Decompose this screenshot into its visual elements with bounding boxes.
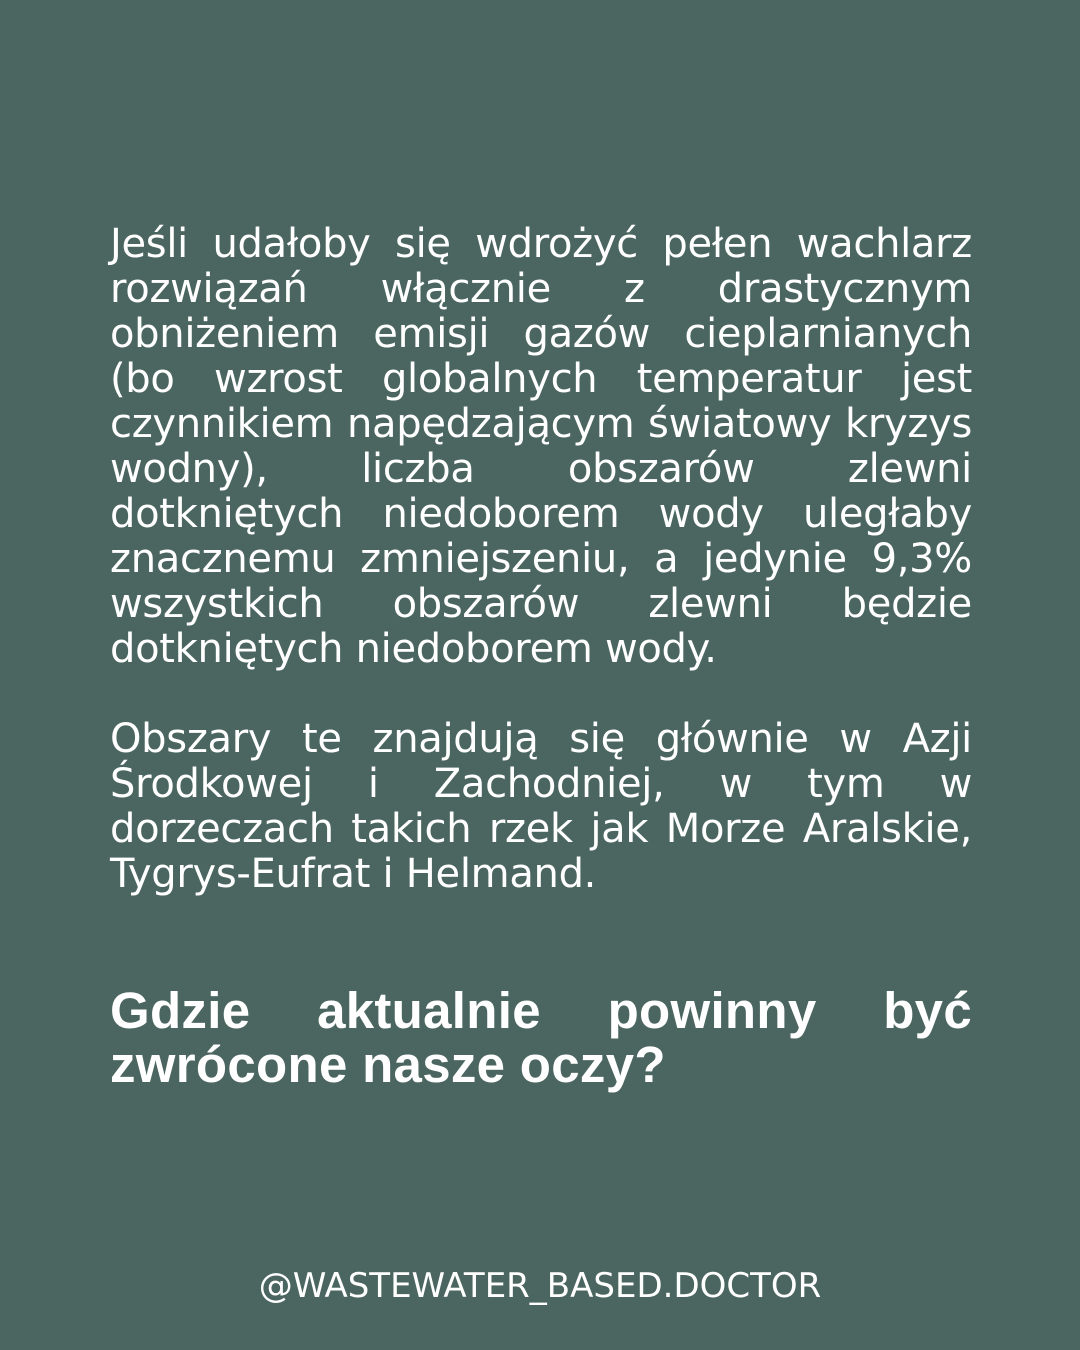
body-paragraph-2: Obszary te znajdują się głównie w Azji Środkowej i Zachodniej, w tym w dorzeczach takich rzek jak Morze Aralskie, Tygrys-Eufrat i Helmand. — [110, 716, 972, 897]
main-content — [110, 221, 972, 1093]
question-heading: Gdzie aktualnie powinny być zwrócone nasze oczy? — [110, 982, 972, 1093]
body-paragraph-1: Jeśli udałoby się wdrożyć pełen wachlarz rozwiązań włącznie z drastycznym obniżeniem emisji gazów cieplarnianych (bo wzrost globalnych temperatur jest czynnikiem napędzającym światowy kryzys wodny), liczba obszarów zlewni dotkniętych niedoborem wody uległaby znacznemu zmniejszeniu, a jedynie 9,3% wszystkich obszarów zlewni będzie dotkniętych niedoborem wody. — [110, 221, 972, 672]
account-handle: @WASTEWATER_BASED.DOCTOR — [258, 1266, 822, 1306]
